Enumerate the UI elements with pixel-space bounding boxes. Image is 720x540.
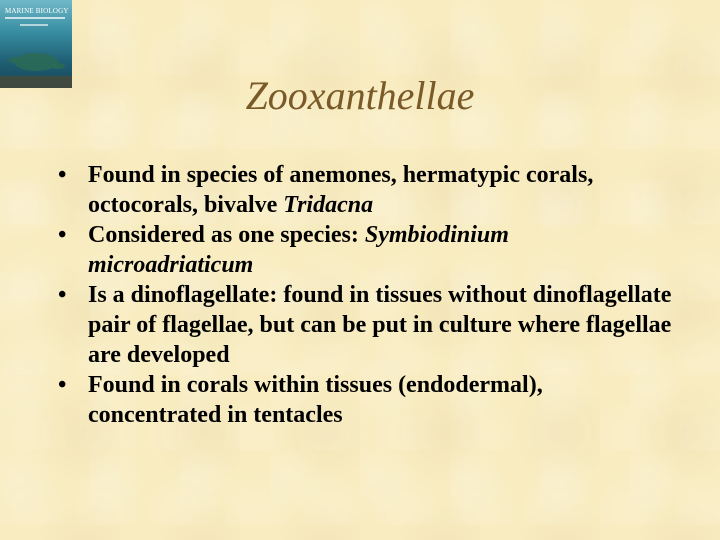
bullet-marker: • — [58, 222, 67, 248]
slide-title: Zooxanthellae — [245, 73, 475, 118]
bullet-text: Considered as one species: — [88, 222, 365, 248]
cover-title: MARINE BIOLOGY — [5, 7, 69, 15]
bullet-marker: • — [58, 282, 67, 308]
bullet-italic-text: Tridacna — [283, 192, 374, 218]
bullet-italic-text: Symbiodinium microadriaticum — [88, 222, 509, 278]
bullet-marker: • — [58, 162, 67, 188]
bullet-item-species — [56, 160, 676, 220]
bullet-item-dinoflagellate — [56, 280, 676, 370]
bullet-text: Is a dinoflagellate: found in tissues without dinoflagellate pair of flagellae, but can be put in culture where flagellae are developed — [88, 282, 672, 368]
bullet-item-one-species — [56, 220, 676, 280]
bullet-text: Found in species of anemones, hermatypic corals, octocorals, bivalve — [88, 162, 594, 218]
bullet-text: Found in corals within tissues (endodermal), concentrated in tentacles — [88, 372, 543, 428]
bullet-marker: • — [58, 372, 67, 398]
bullet-item-corals — [56, 370, 676, 430]
bullet-list — [56, 160, 676, 430]
